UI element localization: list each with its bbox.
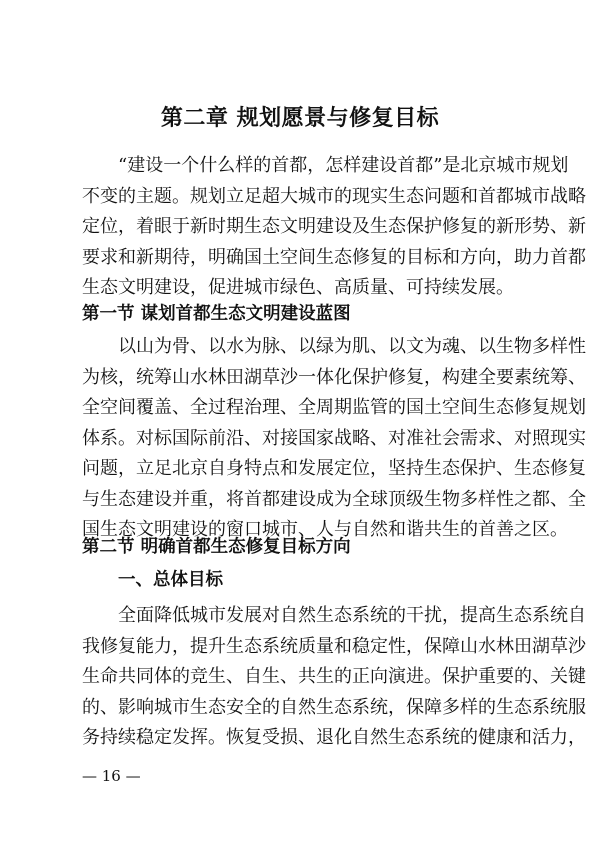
section-2-line: 的、影响城市生态安全的自然生态系统，保障多样的生态系统服 bbox=[82, 696, 586, 718]
section-2-line: 务持续稳定发挥。恢复受损、退化自然生态系统的健康和活力， bbox=[82, 727, 586, 748]
intro-line: 生态文明建设，促进城市绿色、高质量、可持续发展。 bbox=[82, 277, 514, 298]
section-2-paragraph bbox=[82, 601, 586, 754]
intro-line: “建设一个什么样的首都，怎样建设首都”是北京城市规划 bbox=[118, 155, 569, 176]
section-1-line: 全空间覆盖、全过程治理、全周期监管的国土空间生态修复规划 bbox=[82, 397, 586, 418]
intro-line: 定位，着眼于新时期生态文明建设及生态保护修复的新形势、新 bbox=[82, 216, 586, 237]
section-1-title: 第一节 谋划首都生态文明建设蓝图 bbox=[82, 304, 351, 324]
page-number: — 16 — bbox=[82, 767, 141, 785]
chapter-title: 第二章 规划愿景与修复目标 bbox=[160, 105, 440, 131]
section-1-line: 体系。对标国际前沿、对接国家战略、对准社会需求、对照现实 bbox=[82, 427, 586, 449]
section-2-line: 我修复能力，提升生态系统质量和稳定性，保障山水林田湖草沙 bbox=[82, 635, 586, 657]
section-1-paragraph bbox=[82, 332, 586, 546]
intro-paragraph bbox=[82, 151, 586, 304]
section-2-line: 全面降低城市发展对自然生态系统的干扰，提高生态系统自 bbox=[118, 605, 586, 626]
section-2-title: 第二节 明确首都生态修复目标方向 bbox=[82, 537, 351, 557]
section-1-line: 与生态建设并重，将首都建设成为全球顶级生物多样性之都、全 bbox=[82, 488, 586, 510]
section-1-line: 为核，统筹山水林田湖草沙一体化保护修复，构建全要素统筹、 bbox=[82, 366, 586, 388]
section-1-line: 以山为骨、以水为脉、以绿为肌、以文为魂、以生物多样性 bbox=[118, 336, 586, 357]
section-1-line: 国生态文明建设的窗口城市、人与自然和谐共生的首善之区。 bbox=[82, 519, 568, 540]
intro-line: 不变的主题。规划立足超大城市的现实生态问题和首都城市战略 bbox=[82, 185, 586, 207]
section-1-line: 问题，立足北京自身特点和发展定位，坚持生态保护、生态修复 bbox=[82, 458, 586, 479]
intro-line: 要求和新期待，明确国土空间生态修复的目标和方向，助力首都 bbox=[82, 246, 586, 268]
subsection-title: 一、总体目标 bbox=[118, 570, 223, 590]
section-2-line: 生命共同体的竞生、自生、共生的正向演进。保护重要的、关键 bbox=[82, 666, 586, 687]
